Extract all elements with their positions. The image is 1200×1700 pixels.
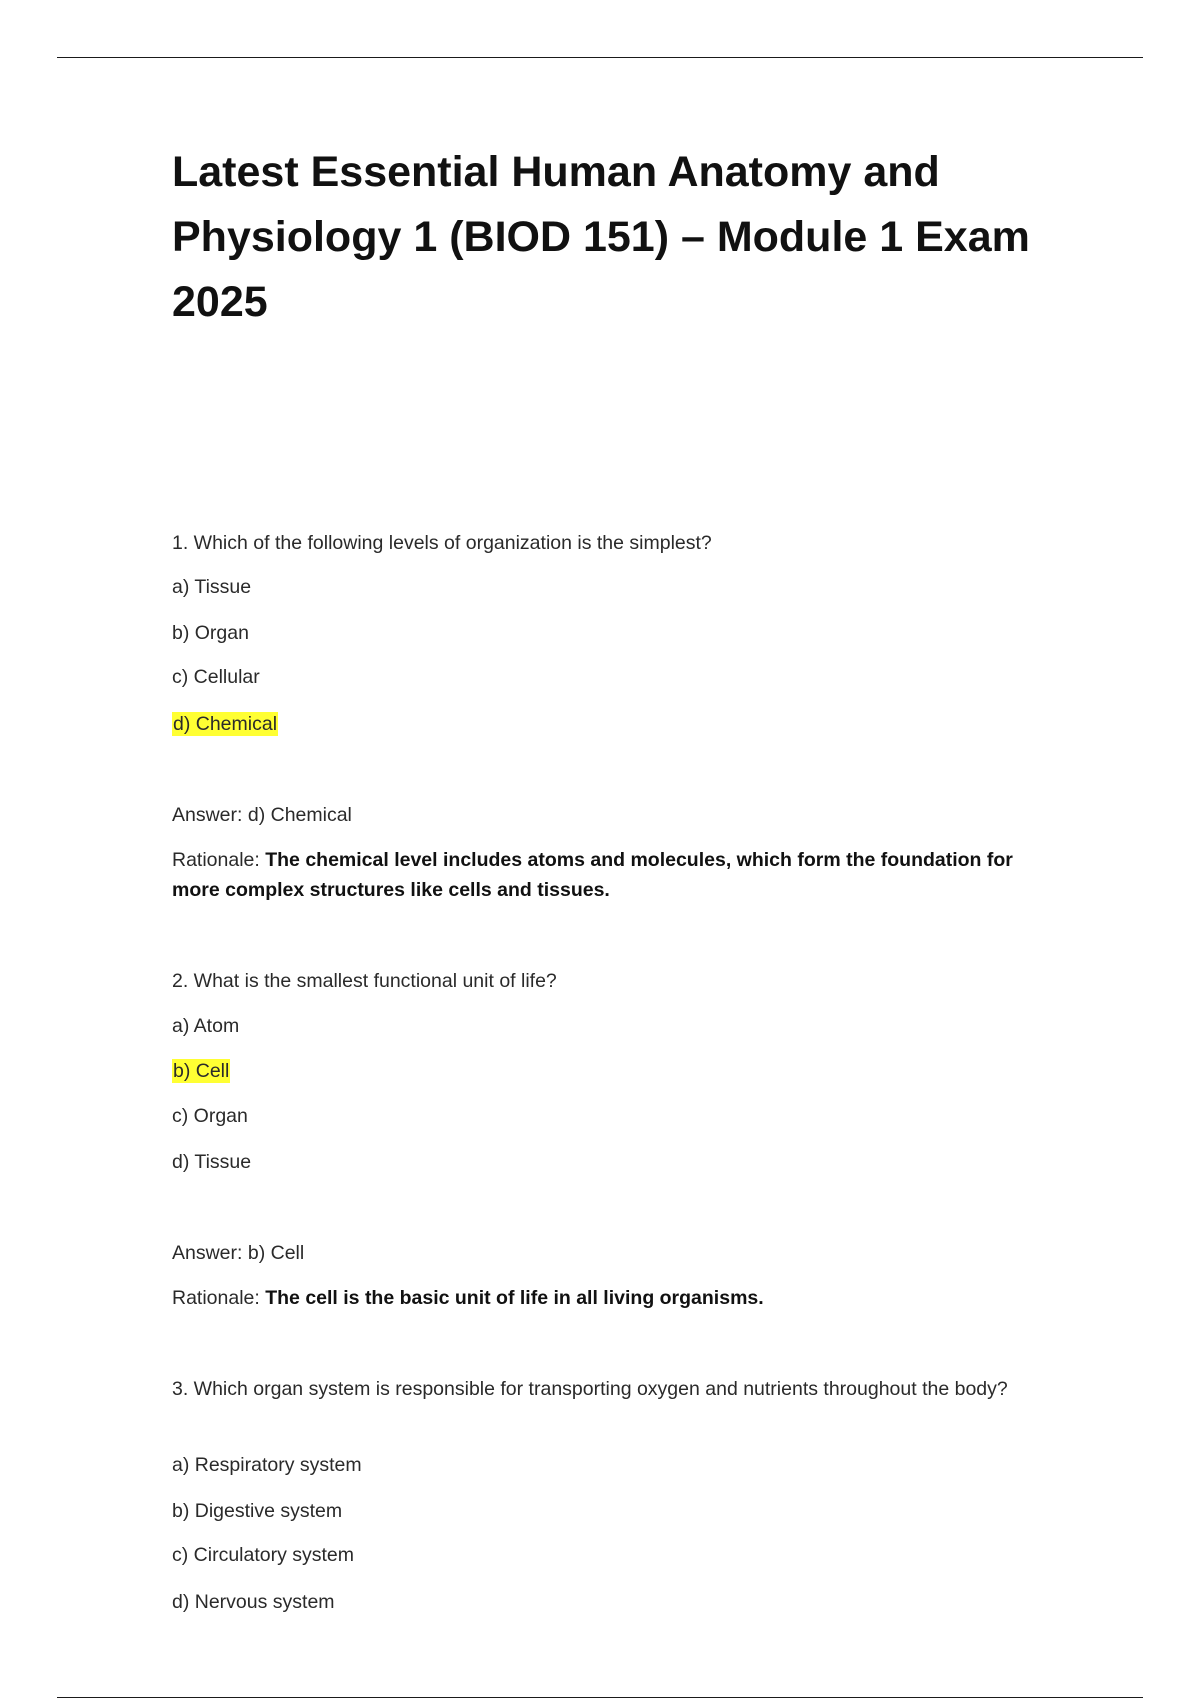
question-2-option-d: d) Tissue [172,1151,252,1173]
question-2-prompt: 2. What is the smallest functional unit of life? [172,970,557,992]
question-1-rationale [172,845,1022,905]
question-2-option-b-highlighted [172,1056,230,1086]
question-3-prompt: 3. Which organ system is responsible for transporting oxygen and nutrients throughout the body? [172,1378,1008,1400]
rationale-label: Rationale: [172,1287,266,1309]
highlighted-answer: d) Chemical [173,713,278,735]
question-2-answer: Answer: b) Cell [172,1242,305,1264]
question-2-rationale [172,1283,1022,1313]
rationale-label: Rationale: [172,849,266,871]
header-rule [57,57,1143,58]
rationale-text: The chemical level includes atoms and molecules, which form the foundation for more complex structures like cells and tissues. [172,849,1013,901]
question-1-prompt: 1. Which of the following levels of organization is the simplest? [172,532,712,554]
question-1-option-c: c) Cellular [172,666,260,688]
rationale-text: The cell is the basic unit of life in all living organisms. [265,1287,764,1309]
footer-rule [57,1697,1143,1698]
document-title: Latest Essential Human Anatomy and Physiology 1 (BIOD 151) – Module 1 Exam 2025 [172,148,1030,326]
highlighted-answer: b) Cell [173,1060,230,1082]
question-3-option-d: d) Nervous system [172,1591,335,1613]
question-2-option-c: c) Organ [172,1105,248,1127]
question-1-option-b: b) Organ [172,622,249,644]
question-3-option-c: c) Circulatory system [172,1544,355,1566]
question-3-option-b: b) Digestive system [172,1500,343,1522]
question-2-option-a: a) Atom [172,1015,240,1037]
question-1-option-a: a) Tissue [172,576,252,598]
question-1-answer: Answer: d) Chemical [172,804,352,826]
question-1-option-d-highlighted [172,709,278,739]
question-3-option-a: a) Respiratory system [172,1454,362,1476]
